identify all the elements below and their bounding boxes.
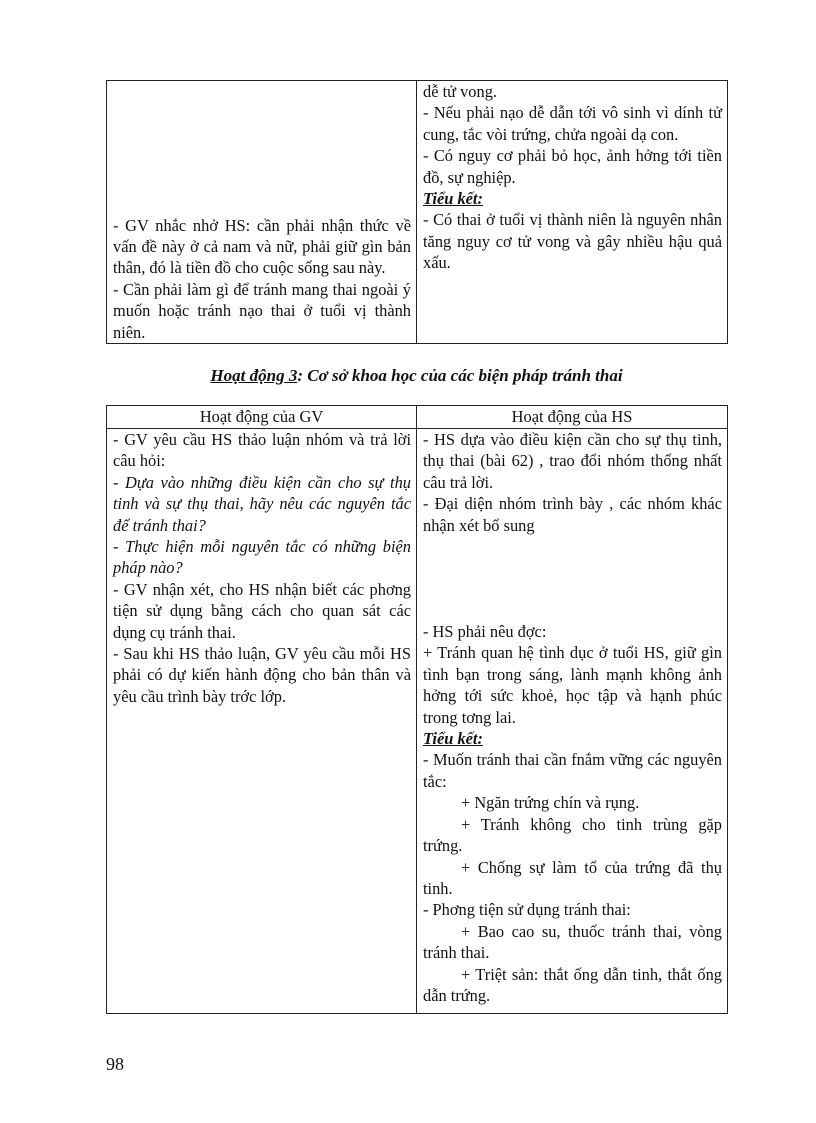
table-row xyxy=(107,429,728,1014)
question-text: - Dựa vào những điều kiện cần cho sự thụ tinh và sự thụ thai, hãy nêu các nguyên tắc để tránh thai? xyxy=(113,472,411,535)
list-item-text: + Chống sự làm tổ của trứng đã thụ tinh. xyxy=(423,857,722,898)
text-paragraph: - HS dựa vào điều kiện cần cho sự thụ tinh, thụ thai (bài 62) , trao đổi nhóm thống nhất câu trả lời. xyxy=(423,430,722,492)
list-item-text: + Tránh không cho tinh trùng gặp trứng. xyxy=(423,814,722,856)
text-paragraph: - GV yêu cầu HS thảo luận nhóm và trả lời câu hỏi: xyxy=(113,430,411,471)
text-paragraph: - Phơng tiện sử dụng tránh thai: xyxy=(423,900,631,920)
summary-label: Tiểu kết: xyxy=(423,189,483,209)
table-header-row xyxy=(107,406,728,429)
section-heading xyxy=(106,366,727,386)
text-paragraph: - GV nhắc nhở HS: cần phải nhận thức về vấn đề này ở cả nam và nữ, phải giữ gìn bản thân, đó là tiền đồ cho cuộc sống sau này. xyxy=(113,215,411,278)
text-paragraph: - Sau khi HS thảo luận, GV yêu cầu mỗi HS phải có dự kiến hành động cho bản thân và yêu cầu trình bày trớc lớp. xyxy=(113,644,411,706)
text-paragraph: - Có thai ở tuổi vị thành niên là nguyên nhân tăng nguy cơ tử vong và gây nhiều hậu quả xấu. xyxy=(423,210,722,273)
teacher-activity-cell xyxy=(107,429,417,1014)
list-item xyxy=(423,921,722,964)
column-header: Hoạt động của GV xyxy=(107,406,417,429)
text-paragraph: - HS phải nêu đợc: xyxy=(423,622,547,642)
teacher-activity-cell xyxy=(107,81,417,344)
text-paragraph: - Muốn tránh thai cần fnắm vững các nguyên tắc: xyxy=(423,750,722,791)
heading-label: Hoạt động 3 xyxy=(210,366,298,385)
column-header: Hoạt động của HS xyxy=(417,406,728,429)
list-item xyxy=(423,857,722,900)
text-paragraph: - GV nhận xét, cho HS nhận biết các phơng tiện sử dụng bằng cách cho quan sát các dụng cụ tránh thai. xyxy=(113,579,411,642)
list-item-text: + Bao cao su, thuốc tránh thai, vòng tránh thai. xyxy=(423,921,722,963)
list-item-text: + Triệt sản: thắt ống dẫn tinh, thắt ống dẫn trứng. xyxy=(423,964,722,1005)
student-activity-cell xyxy=(417,81,728,344)
continued-table xyxy=(106,80,728,344)
text-paragraph: - Nếu phải nạo dễ dẫn tới vô sinh vì dính tử cung, tắc vòi trứng, chửa ngoài dạ con. xyxy=(423,103,722,144)
list-item xyxy=(423,964,722,1007)
page-number: 98 xyxy=(106,1054,124,1074)
list-item: + Ngăn trứng chín và rụng. xyxy=(461,793,640,813)
list-item xyxy=(423,814,722,857)
text-paragraph: + Tránh quan hệ tình dục ở tuổi HS, giữ gìn tình bạn trong sáng, lành mạnh không ảnh hởng tới sức khoẻ, học tập và hạnh phúc trong tơng lai. xyxy=(423,643,722,727)
question-text: - Thực hiện mỗi nguyên tắc có những biện pháp nào? xyxy=(113,537,411,578)
text-paragraph: - Có nguy cơ phải bỏ học, ảnh hởng tới tiền đồ, sự nghiệp. xyxy=(423,146,722,187)
heading-title: : Cơ sở khoa học của các biện pháp tránh thai xyxy=(297,366,623,385)
text-paragraph: - Cần phải làm gì để tránh mang thai ngoài ý muốn hoặc tránh nạo thai ở tuổi vị thành niên. xyxy=(113,279,411,342)
text-paragraph: - Đại diện nhóm trình bày , các nhóm khác nhận xét bổ sung xyxy=(423,494,722,535)
student-activity-cell xyxy=(417,429,728,1014)
spacer xyxy=(423,536,722,621)
table-row xyxy=(107,81,728,344)
summary-label: Tiểu kết: xyxy=(423,729,483,749)
activity-table xyxy=(106,405,728,1014)
text-paragraph: dễ tử vong. xyxy=(423,82,497,101)
